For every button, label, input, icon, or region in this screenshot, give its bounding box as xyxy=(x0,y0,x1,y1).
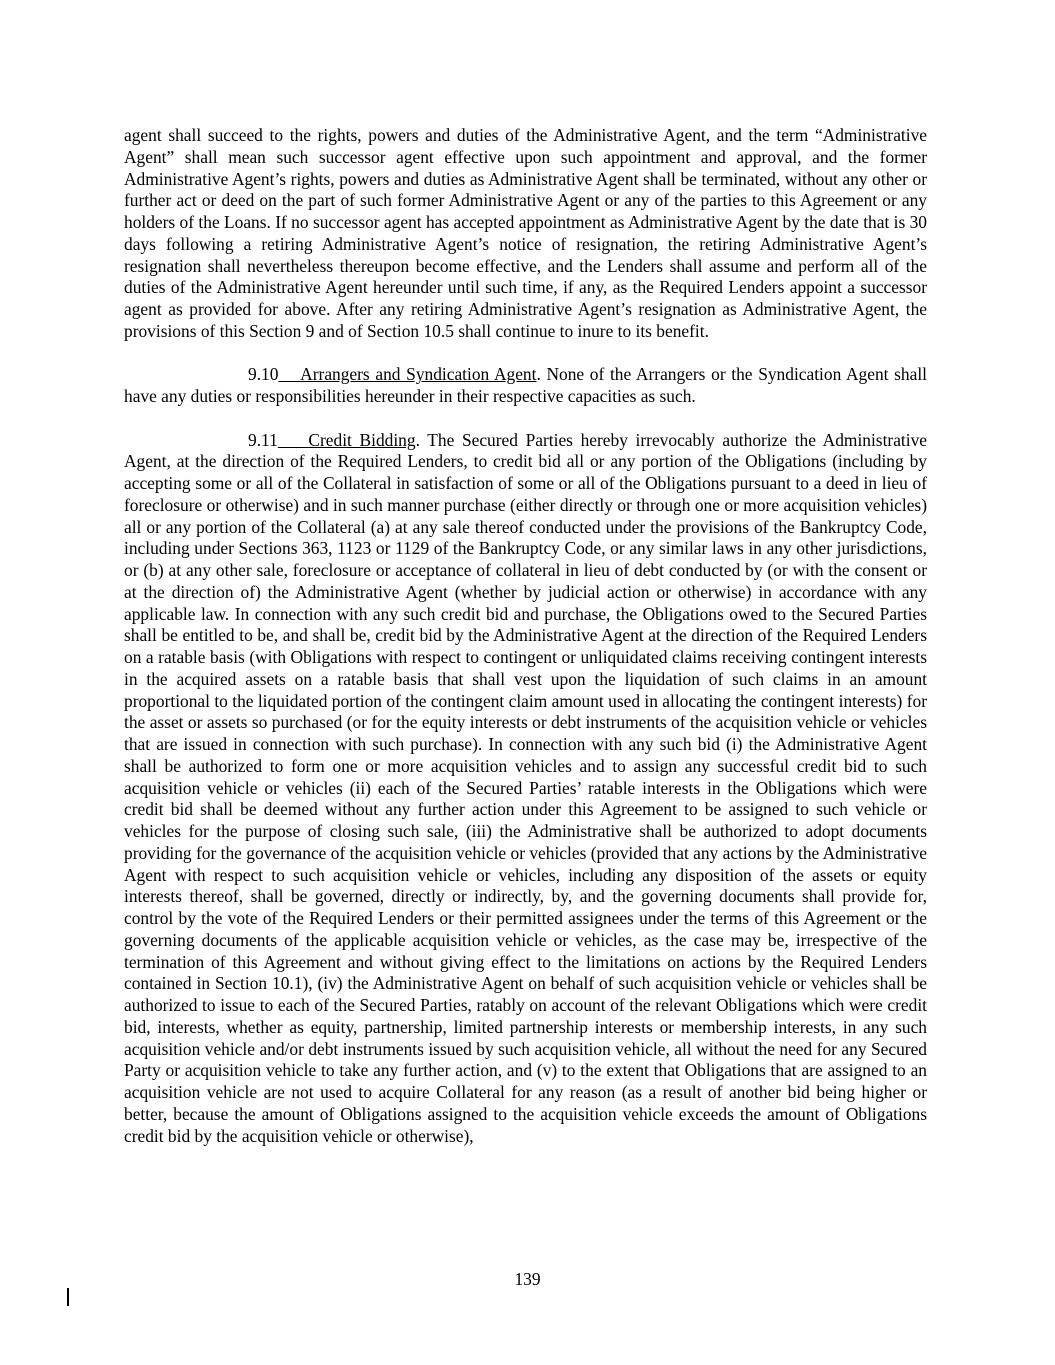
section-heading: Credit Bidding xyxy=(308,429,416,450)
revision-change-bar xyxy=(67,1288,69,1306)
section-text: . The Secured Parties hereby irrevocably authorize the Administrative Agent, at the direction of the Required Lenders, to credit bid all or any portion of the Obligations (including by accepting some or all of the Collateral in satisfaction of some or all of the Obligations pursuant to a deed in lieu of foreclosure or otherwise) and in such manner purchase (either directly or through one or more acquisition vehicles) all or any portion of the Collateral (a) at any sale thereof conducted under the provisions of the Bankruptcy Code, including under Sections 363, 1123 or 1129 of the Bankruptcy Code, or any similar laws in any other jurisdictions, or (b) at any other sale, foreclosure or acceptance of collateral in lieu of debt conducted by (or with the consent or at the direction of) the Administrative Agent (whether by judicial action or otherwise) in accordance with any applicable law. In connection with any such credit bid and purchase, the Obligations owed to the Secured Parties shall be entitled to be, and shall be, credit bid by the Administrative Agent at the direction of the Required Lenders on a ratable basis (with Obligations with respect to contingent or unliquidated claims receiving contingent interests in the acquired assets on a ratable basis that shall vest upon the liquidation of such claims in an amount proportional to the liquidated portion of the contingent claim amount used in allocating the contingent interests) for the asset or assets so purchased (or for the equity interests or debt instruments of the acquisition vehicle or vehicles that are issued in connection with such purchase). In connection with any such bid (i) the Administrative Agent shall be authorized to form one or more acquisition vehicles and to assign any successful credit bid to such acquisition vehicle or vehicles (ii) each of the Secured Parties’ ratable interests in the Obligations which were credit bid shall be deemed without any further action under this Agreement to be assigned to such vehicle or vehicles for the purpose of closing such sale, (iii) the Administrative shall be authorized to adopt documents providing for the governance of the acquisition vehicle or vehicles (provided that any actions by the Administrative Agent with respect to such acquisition vehicle or vehicles, including any disposition of the assets or equity interests thereof, shall be governed, directly or indirectly, by, and the governing documents shall provide for, control by the vote of the Required Lenders or their permitted assignees under the terms of this Agreement or the governing documents of the applicable acquisition vehicle or vehicles, as the case may be, irrespective of the termination of this Agreement and without giving effect to the limitations on actions by the Required Lenders contained in Section 10.1), (iv) the Administrative Agent on behalf of such acquisition vehicle or vehicles shall be authorized to issue to each of the Secured Parties, ratably on account of the relevant Obligations which were credit bid, interests, whether as equity, partnership, limited partnership interests or membership interests, in any such acquisition vehicle and/or debt instruments issued by such acquisition vehicle, all without the need for any Secured Party or acquisition vehicle to take any further action, and (v) to the extent that Obligations that are assigned to an acquisition vehicle are not used to acquire Collateral for any reason (as a result of another bid being higher or better, because the amount of Obligations assigned to the acquisition vehicle exceeds the amount of Obligations credit bid by the acquisition vehicle or otherwise), xyxy=(124,429,927,1146)
heading-leader xyxy=(278,364,300,384)
section-heading: Arrangers and Syndication Agent xyxy=(300,364,537,385)
page-number: 139 xyxy=(514,1269,541,1289)
document-body xyxy=(124,125,927,1147)
section-9-10 xyxy=(124,364,927,408)
section-9-11 xyxy=(124,430,927,1148)
section-number: 9.10 xyxy=(248,364,279,385)
section-number: 9.11 xyxy=(248,429,278,450)
heading-leader xyxy=(278,430,309,450)
section-text: . None of the Arrangers or the Syndication Agent shall have any duties or responsibilities hereunder in their respective capacities as such. xyxy=(124,364,927,406)
paragraph-successor-agent: agent shall succeed to the rights, powers and duties of the Administrative Agent, and the term “Administrative Agent” shall mean such successor agent effective upon such appointment and approval, and the former Administrative Agent’s rights, powers and duties as Administrative Agent shall be terminated, without any other or further act or deed on the part of such former Administrative Agent or any of the parties to this Agreement or any holders of the Loans. If no successor agent has accepted appointment as Administrative Agent by the date that is 30 days following a retiring Administrative Agent’s notice of resignation, the retiring Administrative Agent’s resignation shall nevertheless thereupon become effective, and the Lenders shall assume and perform all of the duties of the Administrative Agent hereunder until such time, if any, as the Required Lenders appoint a successor agent as provided for above. After any retiring Administrative Agent’s resignation as Administrative Agent, the provisions of this Section 9 and of Section 10.5 shall continue to inure to its benefit. xyxy=(124,125,927,341)
